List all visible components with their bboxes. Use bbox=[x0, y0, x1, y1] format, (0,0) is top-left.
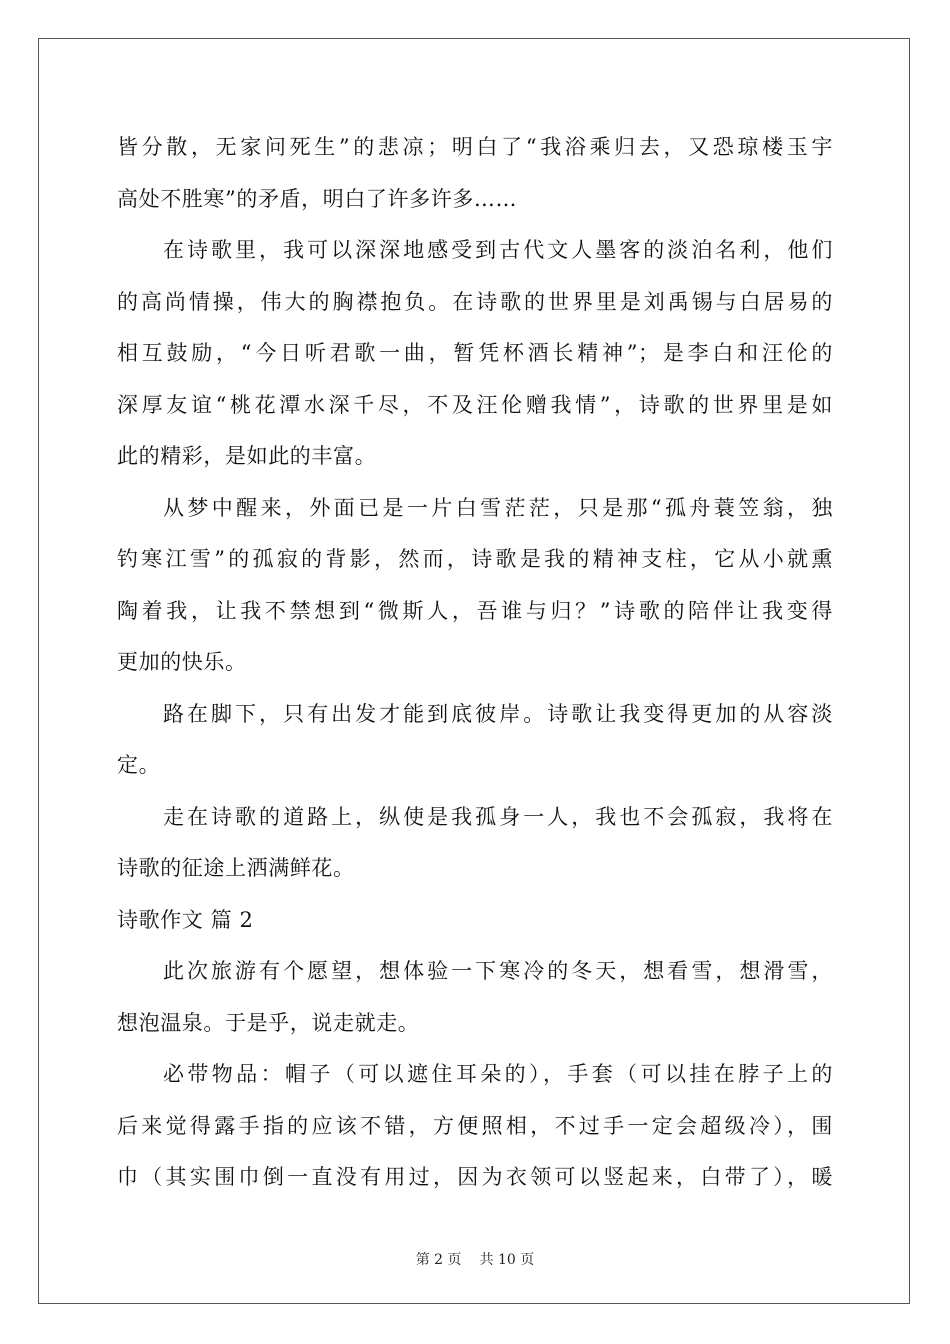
text-line: 后来觉得露手指的应该不错，方便照相，不过手一定会超级冷），围 bbox=[117, 1113, 833, 1138]
text-line: 相互鼓励，“今日听君歌一曲，暂凭杯酒长精神”；是李白和汪伦的 bbox=[117, 341, 833, 365]
page-number: 第 2 页 bbox=[415, 1252, 462, 1268]
text-line: 高处不胜寒”的矛盾，明白了许多许多…… bbox=[117, 186, 518, 211]
text-line: 走在诗歌的道路上，纵使是我孤身一人，我也不会孤寂，我将在 bbox=[163, 804, 833, 829]
text-line: 的高尚情操，伟大的胸襟抱负。在诗歌的世界里是刘禹锡与白居易的 bbox=[117, 289, 833, 314]
text-line: 巾（其实围巾倒一直没有用过，因为衣领可以竖起来，白带了），暖 bbox=[117, 1165, 833, 1189]
text-line: 定。 bbox=[117, 753, 161, 777]
section-heading: 诗歌作文 篇 2 bbox=[117, 907, 254, 932]
text-line: 深厚友谊“桃花潭水深千尽，不及汪伦赠我情”，诗歌的世界里是如 bbox=[117, 392, 833, 417]
text-line: 路在脚下，只有出发才能到底彼岸。诗歌让我变得更加的从容淡 bbox=[163, 701, 833, 726]
page-footer bbox=[0, 1249, 950, 1269]
text-line: 从梦中醒来，外面已是一片白雪茫茫，只是那“孤舟蓑笠翁，独 bbox=[163, 495, 833, 520]
text-line: 钓寒江雪”的孤寂的背影，然而，诗歌是我的精神支柱，它从小就熏 bbox=[117, 547, 833, 571]
text-line: 必带物品：帽子（可以遮住耳朵的），手套（可以挂在脖子上的 bbox=[163, 1062, 833, 1086]
text-line: 想泡温泉。于是乎，说走就走。 bbox=[117, 1010, 420, 1035]
text-line: 此的精彩，是如此的丰富。 bbox=[117, 444, 377, 468]
text-line: 在诗歌里，我可以深深地感受到古代文人墨客的淡泊名利，他们 bbox=[163, 238, 833, 262]
text-line: 此次旅游有个愿望，想体验一下寒冷的冬天，想看雪，想滑雪， bbox=[163, 959, 833, 983]
document-body bbox=[117, 122, 833, 1204]
text-line: 更加的快乐。 bbox=[117, 650, 247, 674]
text-line: 陶着我，让我不禁想到“微斯人，吾谁与归？”诗歌的陪伴让我变得 bbox=[117, 598, 833, 623]
text-line: 诗歌的征途上洒满鲜花。 bbox=[117, 856, 355, 880]
text-line: 皆分散，无家问死生”的悲凉；明白了“我浴乘归去，又恐琼楼玉宇 bbox=[117, 135, 833, 159]
page-total: 共 10 页 bbox=[479, 1252, 535, 1268]
